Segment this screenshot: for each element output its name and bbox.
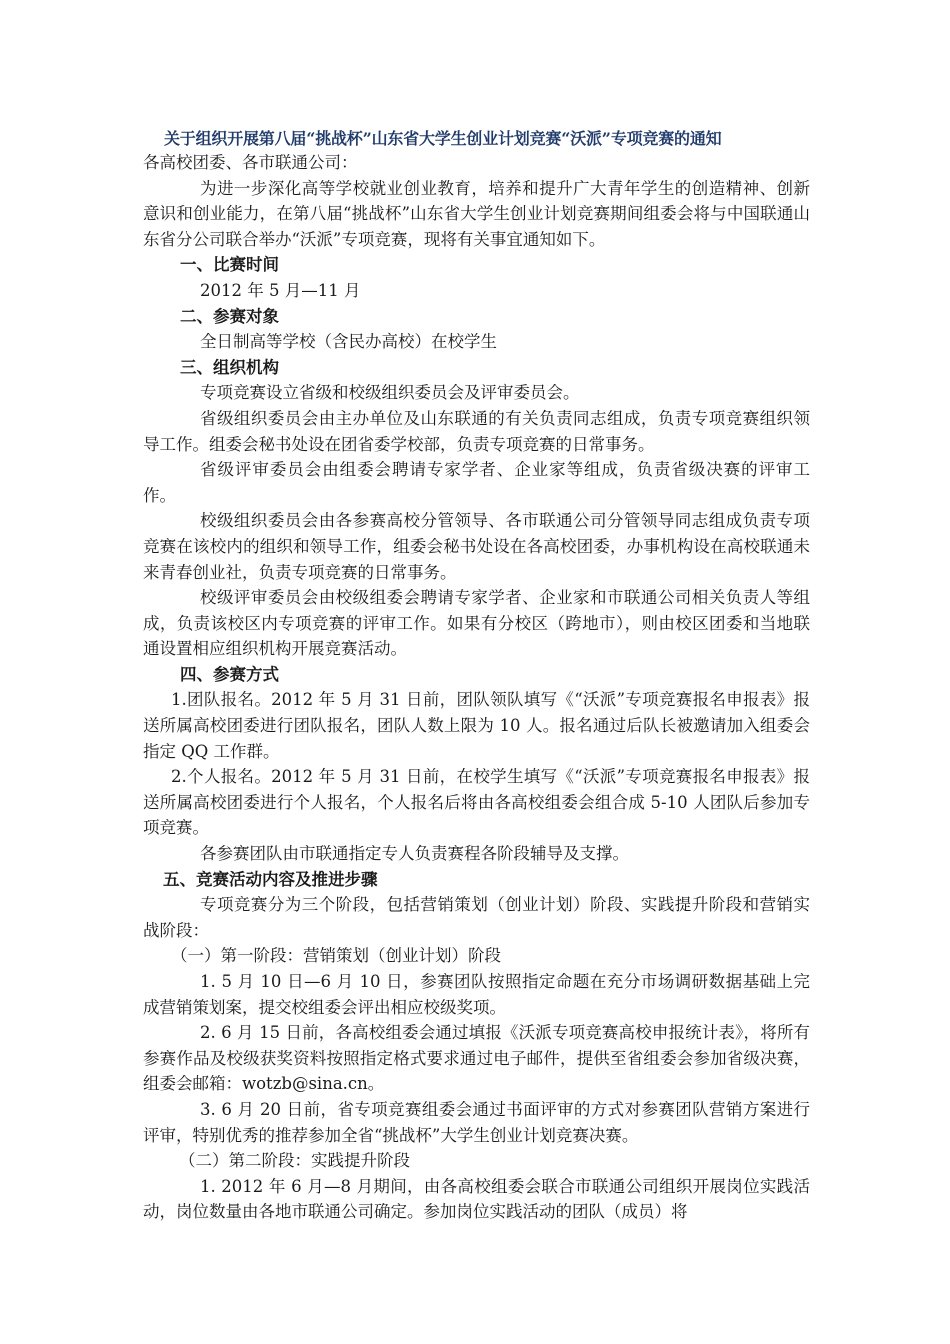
section-text-participants: 全日制高等学校（含民办高校）在校学生: [200, 332, 497, 352]
stage-heading-2: （二）第二阶段：实践提升阶段: [179, 1151, 410, 1171]
greeting: 各高校团委、各市联通公司：: [143, 153, 358, 172]
section-heading-activities: 五、竞赛活动内容及推进步骤: [163, 869, 378, 889]
document-body: [143, 150, 810, 1225]
method-paragraph: 1.团队报名。2012 年 5 月 31 日前，团队领队填写《“沃派”专项竞赛报名申报表》报送所属高校团委进行团队报名，团队人数上限为 10 人。报名通过后队长被邀请加入组委会指定 QQ 工作群。: [143, 690, 810, 761]
section-heading-method: 四、参赛方式: [180, 664, 279, 684]
stage-paragraph: 1. 5 月 10 日—6 月 10 日，参赛团队按照指定命题在充分市场调研数据基础上完成营销策划案，提交校组委会评出相应校级奖项。: [143, 972, 810, 1017]
activities-paragraph: 专项竞赛分为三个阶段，包括营销策划（创业计划）阶段、实践提升阶段和营销实战阶段：: [143, 895, 810, 940]
stage-heading-1: （一）第一阶段：营销策划（创业计划）阶段: [171, 946, 501, 966]
stage-paragraph: 3. 6 月 20 日前，省专项竞赛组委会通过书面评审的方式对参赛团队营销方案进行评审，特别优秀的推荐参加全省“挑战杯”大学生创业计划竞赛决赛。: [143, 1099, 810, 1145]
organization-paragraph: 校级评审委员会由校级组委会聘请专家学者、企业家和市联通公司相关负责人等组成，负责该校区内专项竞赛的评审工作。如果有分校区（跨地市），则由校区团委和当地联通设置相应组织机构开展竞赛活动。: [143, 588, 810, 659]
section-heading-participants: 二、参赛对象: [180, 306, 279, 326]
organization-paragraph: 校级组织委员会由各参赛高校分管领导、各市联通公司分管领导同志组成负责专项竞赛在该校内的组织和领导工作，组委会秘书处设在各高校团委，办事机构设在高校联通未来青春创业社，负责专项竞赛的日常事务。: [143, 511, 810, 582]
document-title: 关于组织开展第八届“挑战杯”山东省大学生创业计划竞赛“沃派”专项竞赛的通知: [164, 129, 722, 148]
organization-paragraph: 专项竞赛设立省级和校级组织委员会及评审委员会。: [200, 383, 580, 403]
stage-paragraph: 2. 6 月 15 日前，各高校组委会通过填报《沃派专项竞赛高校申报统计表》，将所有参赛作品及校级获奖资料按照指定格式要求通过电子邮件，提供至省组委会参加省级决赛，组委会邮箱：wotzb@sina.cn。: [143, 1023, 810, 1094]
section-heading-organization: 三、组织机构: [180, 357, 279, 377]
section-text-time: 2012 年 5 月—11 月: [200, 280, 361, 300]
organization-paragraph: 省级评审委员会由组委会聘请专家学者、企业家等组成，负责省级决赛的评审工作。: [143, 460, 810, 505]
section-heading-time: 一、比赛时间: [180, 255, 279, 275]
stage-paragraph: 1. 2012 年 6 月—8 月期间，由各高校组委会联合市联通公司组织开展岗位实践活动，岗位数量由各地市联通公司确定。参加岗位实践活动的团队（成员）将: [143, 1176, 810, 1222]
method-paragraph: 各参赛团队由市联通指定专人负责赛程各阶段辅导及支撑。: [200, 844, 629, 864]
organization-paragraph: 省级组织委员会由主办单位及山东联通的有关负责同志组成，负责专项竞赛组织领导工作。组委会秘书处设在团省委学校部，负责专项竞赛的日常事务。: [143, 408, 810, 454]
method-paragraph: 2.个人报名。2012 年 5 月 31 日前，在校学生填写《“沃派”专项竞赛报名申报表》报送所属高校团委进行个人报名，个人报名后将由各高校组委会组合成 5-10 人团队后参加专项竞赛。: [143, 767, 810, 838]
intro-paragraph: 为进一步深化高等学校就业创业教育，培养和提升广大青年学生的创造精神、创新意识和创业能力，在第八届“挑战杯”山东省大学生创业计划竞赛期间组委会将与中国联通山东省分公司联合举办“沃派”专项竞赛，现将有关事宜通知如下。: [143, 178, 810, 249]
